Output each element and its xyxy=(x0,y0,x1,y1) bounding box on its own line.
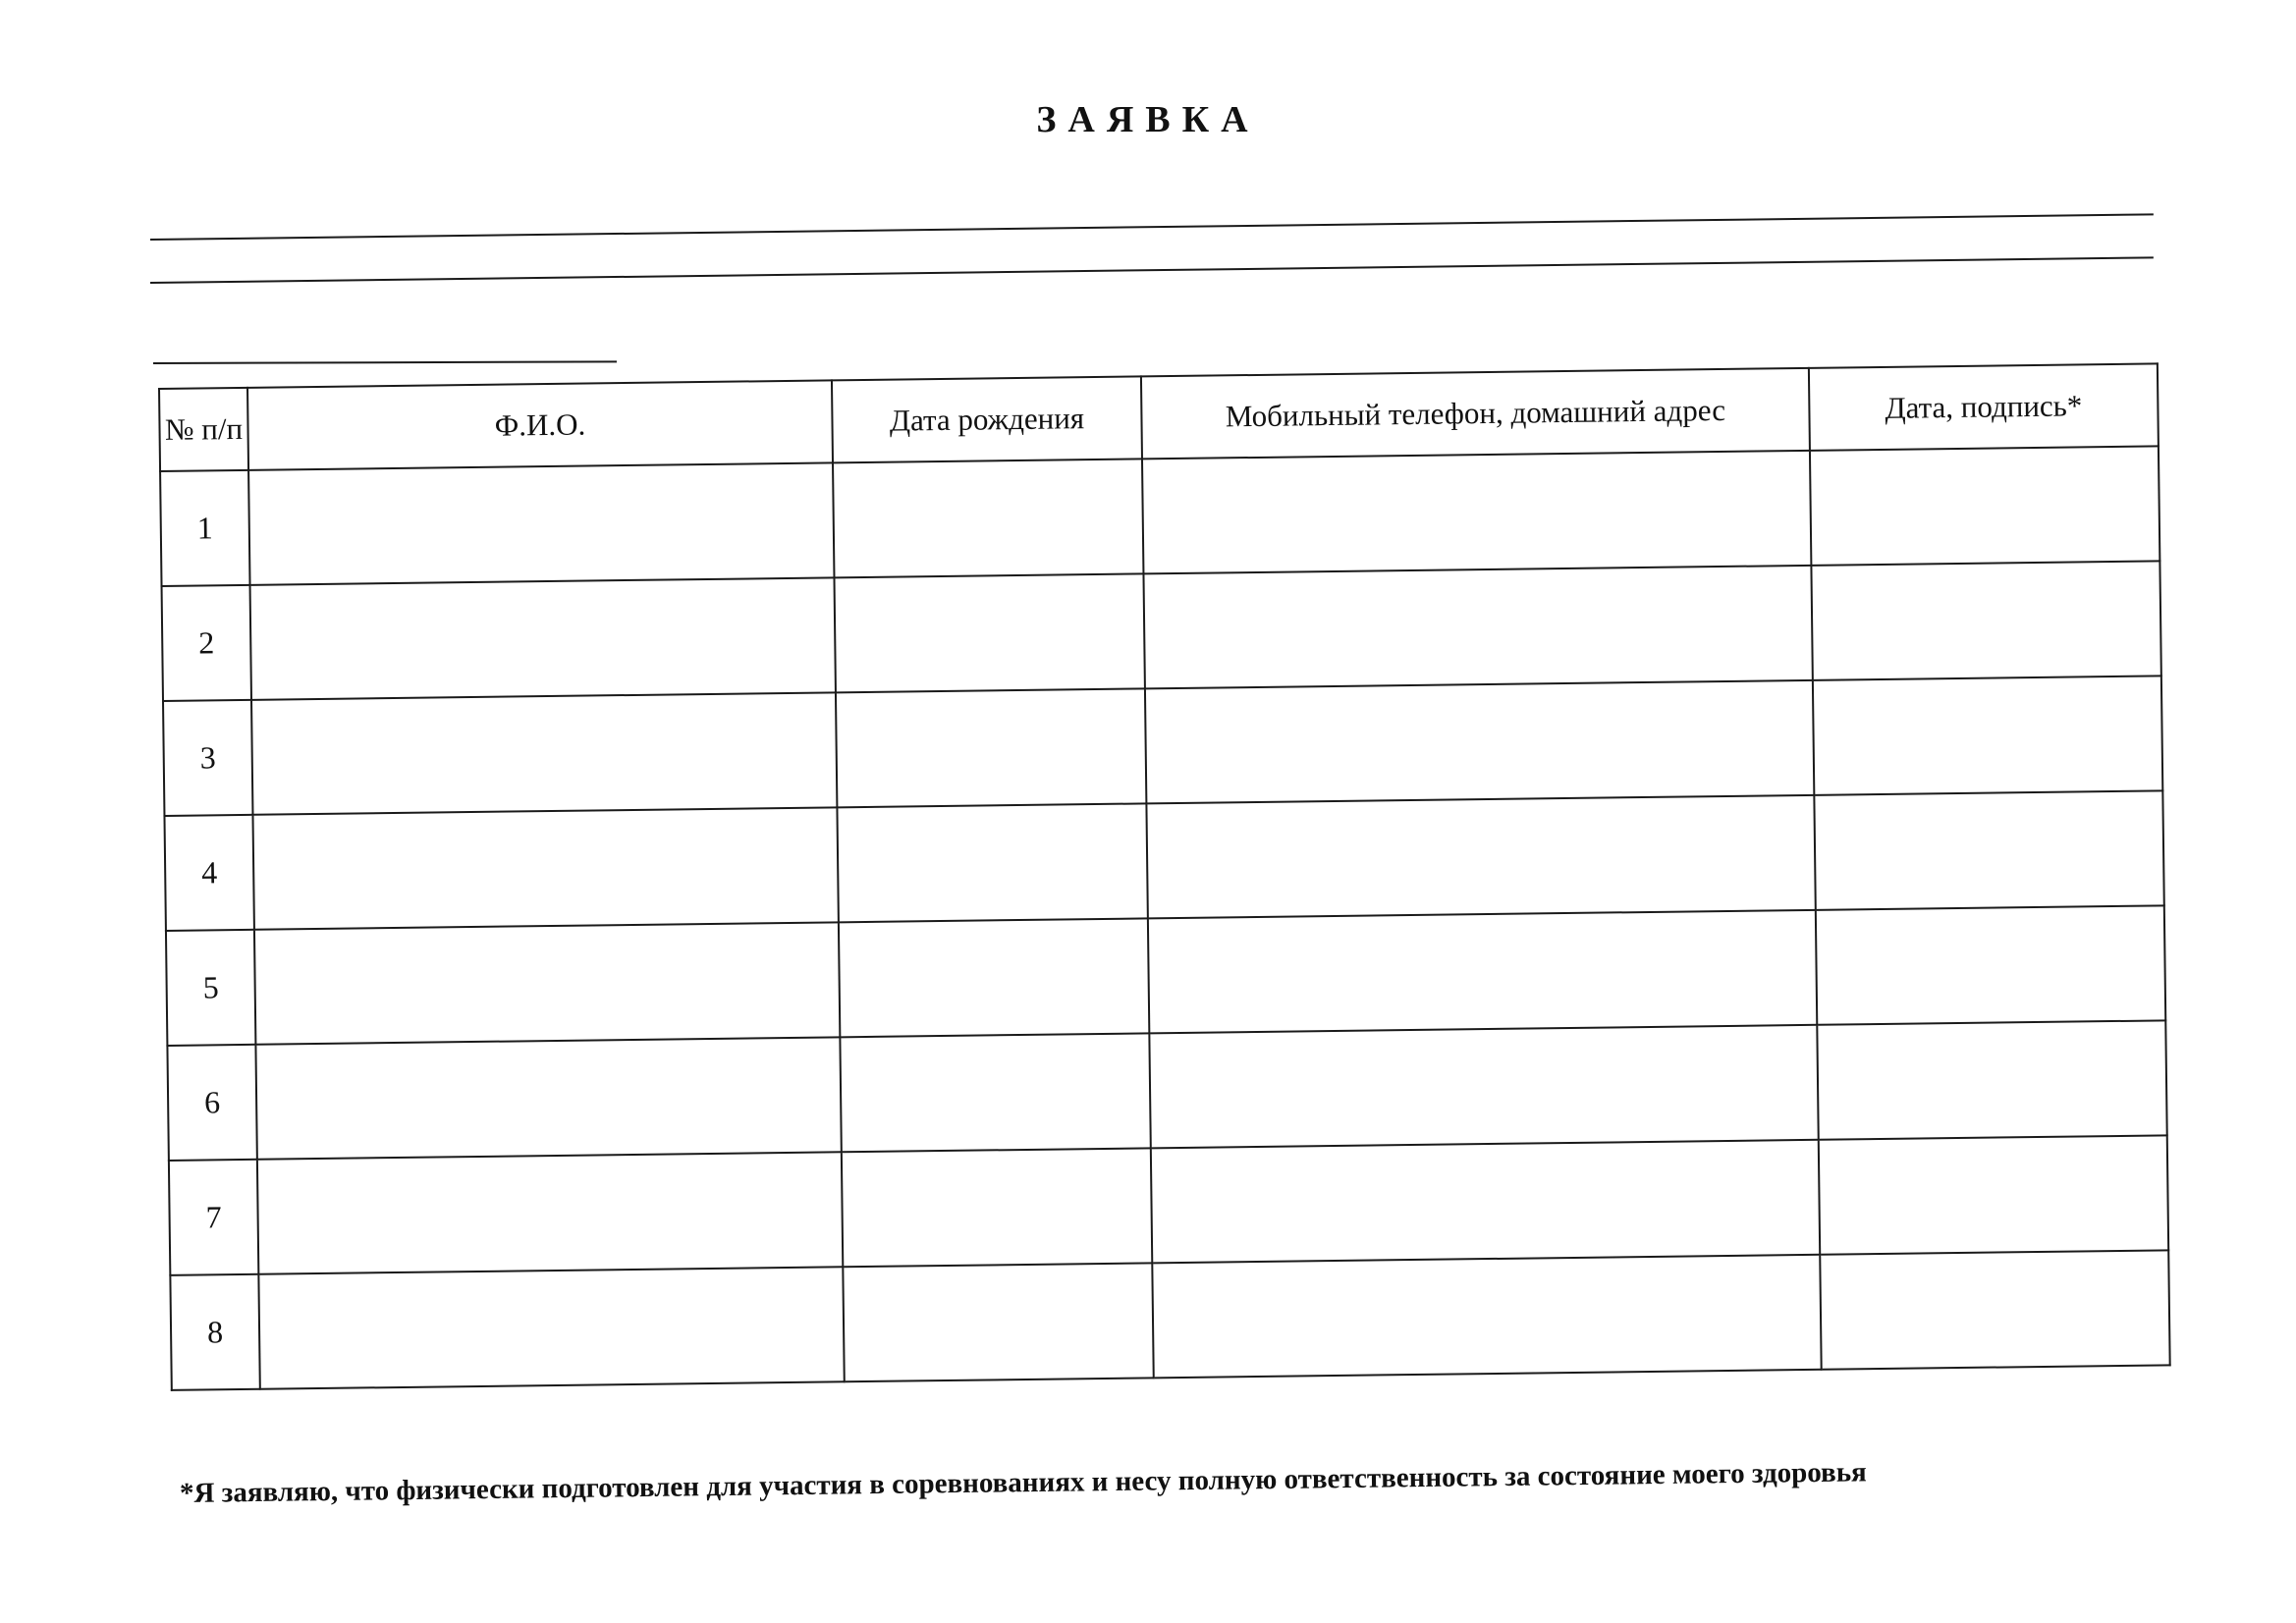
header-birth-date: Дата рождения xyxy=(832,376,1142,462)
cell-date-signature[interactable] xyxy=(1813,676,2162,794)
cell-fio[interactable] xyxy=(252,807,838,929)
participants-table-wrapper xyxy=(158,362,2171,1391)
header-fio: Ф.И.О. xyxy=(247,380,833,469)
header-date-signature: Дата, подпись* xyxy=(1809,363,2159,450)
cell-fio[interactable] xyxy=(255,1037,841,1159)
cell-contacts[interactable] xyxy=(1152,1255,1821,1379)
cell-contacts[interactable] xyxy=(1142,451,1811,574)
footnote-declaration: *Я заявляю, что физически подготовлен для участия в соревнованиях и несу полную ответственность за состояние моего здоровья xyxy=(179,1456,1867,1509)
cell-birth-date[interactable] xyxy=(842,1148,1152,1267)
cell-fio[interactable] xyxy=(258,1267,844,1388)
cell-contacts[interactable] xyxy=(1149,1025,1818,1149)
cell-fio[interactable] xyxy=(251,692,837,814)
cell-birth-date[interactable] xyxy=(836,688,1146,807)
page-title: ЗАЯВКА xyxy=(1036,99,1260,140)
row-number: 5 xyxy=(166,930,255,1046)
header-number: № п/п xyxy=(159,388,248,471)
blank-fill-line-short[interactable] xyxy=(153,360,617,364)
cell-birth-date[interactable] xyxy=(843,1263,1153,1381)
cell-birth-date[interactable] xyxy=(840,1033,1150,1152)
cell-birth-date[interactable] xyxy=(833,459,1143,577)
cell-fio[interactable] xyxy=(248,462,834,584)
cell-fio[interactable] xyxy=(254,922,840,1044)
header-contacts: Мобильный телефон, домашний адрес xyxy=(1141,368,1810,460)
participants-table xyxy=(158,362,2171,1391)
cell-contacts[interactable] xyxy=(1145,680,1814,804)
cell-fio[interactable] xyxy=(257,1152,843,1273)
row-number: 6 xyxy=(167,1045,256,1161)
cell-date-signature[interactable] xyxy=(1816,905,2165,1024)
row-number: 3 xyxy=(163,700,252,816)
row-number: 7 xyxy=(169,1160,258,1275)
cell-date-signature[interactable] xyxy=(1820,1250,2169,1369)
cell-contacts[interactable] xyxy=(1151,1140,1820,1264)
cell-birth-date[interactable] xyxy=(834,573,1144,692)
blank-fill-line[interactable] xyxy=(150,213,2154,241)
cell-date-signature[interactable] xyxy=(1819,1135,2168,1254)
cell-birth-date[interactable] xyxy=(839,918,1149,1037)
cell-fio[interactable] xyxy=(250,577,836,699)
cell-birth-date[interactable] xyxy=(837,803,1147,922)
cell-date-signature[interactable] xyxy=(1817,1020,2166,1139)
row-number: 2 xyxy=(162,585,251,701)
blank-fill-line[interactable] xyxy=(150,256,2154,284)
table-row xyxy=(170,1250,2169,1390)
cell-contacts[interactable] xyxy=(1143,566,1812,689)
cell-contacts[interactable] xyxy=(1146,795,1815,919)
cell-contacts[interactable] xyxy=(1148,910,1817,1034)
cell-date-signature[interactable] xyxy=(1814,790,2163,909)
row-number: 1 xyxy=(160,470,249,586)
row-number: 8 xyxy=(170,1274,259,1390)
cell-date-signature[interactable] xyxy=(1810,446,2159,565)
row-number: 4 xyxy=(164,815,253,931)
cell-date-signature[interactable] xyxy=(1811,561,2160,679)
